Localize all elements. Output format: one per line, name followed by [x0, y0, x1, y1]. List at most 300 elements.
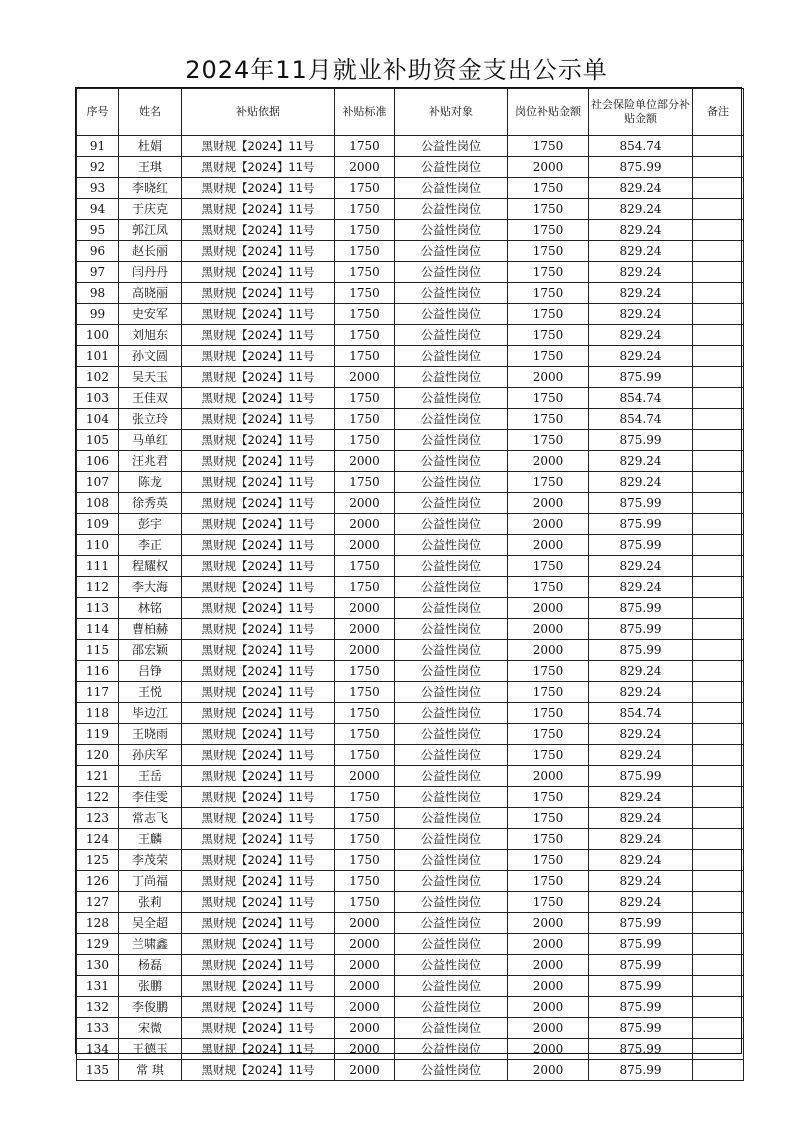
cell-basis: 黑财规【2024】11号	[182, 1060, 335, 1081]
table-row	[77, 409, 744, 430]
cell-target: 公益性岗位	[395, 850, 508, 871]
cell-post-subsidy: 1750	[508, 556, 589, 577]
cell-target: 公益性岗位	[395, 325, 508, 346]
cell-target: 公益性岗位	[395, 598, 508, 619]
cell-standard: 1750	[335, 829, 395, 850]
cell-remarks	[693, 283, 744, 304]
cell-standard: 1750	[335, 220, 395, 241]
cell-post-subsidy: 2000	[508, 955, 589, 976]
cell-insurance-subsidy: 875.99	[589, 157, 693, 178]
cell-remarks	[693, 598, 744, 619]
cell-standard: 1750	[335, 388, 395, 409]
cell-name: 程耀权	[119, 556, 182, 577]
cell-insurance-subsidy: 829.24	[589, 199, 693, 220]
cell-post-subsidy: 2000	[508, 514, 589, 535]
cell-post-subsidy: 1750	[508, 472, 589, 493]
cell-target: 公益性岗位	[395, 430, 508, 451]
cell-insurance-subsidy: 854.74	[589, 409, 693, 430]
cell-insurance-subsidy: 829.24	[589, 451, 693, 472]
cell-seq: 96	[77, 241, 119, 262]
cell-seq: 122	[77, 787, 119, 808]
cell-basis: 黑财规【2024】11号	[182, 892, 335, 913]
cell-seq: 98	[77, 283, 119, 304]
cell-standard: 1750	[335, 241, 395, 262]
cell-post-subsidy: 1750	[508, 892, 589, 913]
cell-remarks	[693, 682, 744, 703]
cell-seq: 126	[77, 871, 119, 892]
cell-basis: 黑财规【2024】11号	[182, 808, 335, 829]
cell-name: 张莉	[119, 892, 182, 913]
cell-target: 公益性岗位	[395, 472, 508, 493]
table-row	[77, 619, 744, 640]
table-row	[77, 997, 744, 1018]
cell-target: 公益性岗位	[395, 682, 508, 703]
cell-basis: 黑财规【2024】11号	[182, 325, 335, 346]
cell-post-subsidy: 1750	[508, 304, 589, 325]
cell-seq: 111	[77, 556, 119, 577]
cell-target: 公益性岗位	[395, 976, 508, 997]
cell-basis: 黑财规【2024】11号	[182, 178, 335, 199]
table-row	[77, 682, 744, 703]
cell-insurance-subsidy: 829.24	[589, 892, 693, 913]
cell-standard: 1750	[335, 472, 395, 493]
cell-insurance-subsidy: 875.99	[589, 1060, 693, 1081]
cell-post-subsidy: 2000	[508, 1060, 589, 1081]
cell-post-subsidy: 1750	[508, 136, 589, 157]
cell-seq: 135	[77, 1060, 119, 1081]
cell-target: 公益性岗位	[395, 640, 508, 661]
cell-post-subsidy: 1750	[508, 682, 589, 703]
cell-target: 公益性岗位	[395, 199, 508, 220]
cell-insurance-subsidy: 829.24	[589, 472, 693, 493]
cell-target: 公益性岗位	[395, 577, 508, 598]
cell-name: 宋微	[119, 1018, 182, 1039]
cell-remarks	[693, 934, 744, 955]
cell-insurance-subsidy: 875.99	[589, 955, 693, 976]
cell-insurance-subsidy: 829.24	[589, 178, 693, 199]
cell-name: 高晓丽	[119, 283, 182, 304]
header-target: 补贴对象	[395, 89, 508, 136]
cell-post-subsidy: 2000	[508, 934, 589, 955]
cell-seq: 131	[77, 976, 119, 997]
cell-standard: 2000	[335, 997, 395, 1018]
cell-post-subsidy: 1750	[508, 220, 589, 241]
cell-basis: 黑财规【2024】11号	[182, 136, 335, 157]
cell-standard: 2000	[335, 1039, 395, 1060]
header-insurance-subsidy: 社会保险单位部分补贴金额	[589, 89, 693, 136]
cell-remarks	[693, 703, 744, 724]
cell-name: 李晓红	[119, 178, 182, 199]
table-row	[77, 724, 744, 745]
cell-basis: 黑财规【2024】11号	[182, 640, 335, 661]
cell-basis: 黑财规【2024】11号	[182, 976, 335, 997]
cell-post-subsidy: 2000	[508, 367, 589, 388]
cell-seq: 113	[77, 598, 119, 619]
cell-target: 公益性岗位	[395, 136, 508, 157]
table-row	[77, 703, 744, 724]
cell-basis: 黑财规【2024】11号	[182, 262, 335, 283]
cell-post-subsidy: 1750	[508, 745, 589, 766]
cell-post-subsidy: 2000	[508, 997, 589, 1018]
cell-insurance-subsidy: 829.24	[589, 871, 693, 892]
cell-standard: 1750	[335, 682, 395, 703]
cell-name: 王悦	[119, 682, 182, 703]
cell-standard: 2000	[335, 934, 395, 955]
cell-insurance-subsidy: 875.99	[589, 514, 693, 535]
cell-standard: 2000	[335, 514, 395, 535]
cell-insurance-subsidy: 875.99	[589, 913, 693, 934]
cell-seq: 124	[77, 829, 119, 850]
cell-target: 公益性岗位	[395, 388, 508, 409]
cell-target: 公益性岗位	[395, 745, 508, 766]
cell-insurance-subsidy: 875.99	[589, 367, 693, 388]
cell-basis: 黑财规【2024】11号	[182, 472, 335, 493]
cell-target: 公益性岗位	[395, 997, 508, 1018]
cell-insurance-subsidy: 829.24	[589, 829, 693, 850]
cell-standard: 1750	[335, 808, 395, 829]
header-post-subsidy: 岗位补贴金额	[508, 89, 589, 136]
cell-name: 于庆克	[119, 199, 182, 220]
cell-standard: 1750	[335, 661, 395, 682]
cell-standard: 2000	[335, 976, 395, 997]
table-row	[77, 388, 744, 409]
cell-target: 公益性岗位	[395, 871, 508, 892]
cell-basis: 黑财规【2024】11号	[182, 766, 335, 787]
cell-basis: 黑财规【2024】11号	[182, 304, 335, 325]
cell-basis: 黑财规【2024】11号	[182, 934, 335, 955]
cell-seq: 127	[77, 892, 119, 913]
cell-standard: 1750	[335, 850, 395, 871]
cell-name: 王德玉	[119, 1039, 182, 1060]
cell-target: 公益性岗位	[395, 346, 508, 367]
cell-insurance-subsidy: 829.24	[589, 220, 693, 241]
cell-target: 公益性岗位	[395, 514, 508, 535]
cell-name: 张鹏	[119, 976, 182, 997]
cell-standard: 2000	[335, 493, 395, 514]
cell-remarks	[693, 1060, 744, 1081]
cell-post-subsidy: 2000	[508, 976, 589, 997]
cell-name: 马单红	[119, 430, 182, 451]
cell-post-subsidy: 2000	[508, 913, 589, 934]
cell-name: 李佳雯	[119, 787, 182, 808]
subsidy-table-container	[75, 87, 742, 1077]
table-row	[77, 766, 744, 787]
cell-seq: 107	[77, 472, 119, 493]
cell-name: 王琪	[119, 157, 182, 178]
table-row	[77, 178, 744, 199]
cell-basis: 黑财规【2024】11号	[182, 367, 335, 388]
cell-insurance-subsidy: 829.24	[589, 724, 693, 745]
cell-post-subsidy: 2000	[508, 157, 589, 178]
table-row	[77, 661, 744, 682]
cell-seq: 128	[77, 913, 119, 934]
cell-post-subsidy: 1750	[508, 661, 589, 682]
cell-name: 丁尚福	[119, 871, 182, 892]
cell-target: 公益性岗位	[395, 1018, 508, 1039]
cell-post-subsidy: 2000	[508, 1039, 589, 1060]
cell-remarks	[693, 577, 744, 598]
cell-post-subsidy: 2000	[508, 598, 589, 619]
cell-remarks	[693, 346, 744, 367]
cell-standard: 2000	[335, 535, 395, 556]
cell-standard: 2000	[335, 619, 395, 640]
cell-target: 公益性岗位	[395, 829, 508, 850]
table-row	[77, 241, 744, 262]
cell-insurance-subsidy: 875.99	[589, 976, 693, 997]
cell-name: 吕铮	[119, 661, 182, 682]
cell-post-subsidy: 1750	[508, 325, 589, 346]
cell-target: 公益性岗位	[395, 766, 508, 787]
cell-remarks	[693, 913, 744, 934]
cell-basis: 黑财规【2024】11号	[182, 829, 335, 850]
cell-insurance-subsidy: 829.24	[589, 556, 693, 577]
cell-seq: 115	[77, 640, 119, 661]
cell-seq: 93	[77, 178, 119, 199]
cell-standard: 1750	[335, 745, 395, 766]
cell-seq: 106	[77, 451, 119, 472]
cell-target: 公益性岗位	[395, 409, 508, 430]
table-row	[77, 451, 744, 472]
cell-post-subsidy: 2000	[508, 619, 589, 640]
cell-name: 郭江凤	[119, 220, 182, 241]
cell-remarks	[693, 325, 744, 346]
cell-target: 公益性岗位	[395, 619, 508, 640]
cell-basis: 黑财规【2024】11号	[182, 493, 335, 514]
cell-post-subsidy: 2000	[508, 766, 589, 787]
cell-insurance-subsidy: 875.99	[589, 619, 693, 640]
cell-insurance-subsidy: 875.99	[589, 1018, 693, 1039]
cell-insurance-subsidy: 829.24	[589, 241, 693, 262]
cell-seq: 101	[77, 346, 119, 367]
cell-post-subsidy: 1750	[508, 871, 589, 892]
cell-seq: 110	[77, 535, 119, 556]
table-header-row	[77, 89, 744, 136]
cell-standard: 1750	[335, 556, 395, 577]
cell-standard: 1750	[335, 325, 395, 346]
table-row	[77, 829, 744, 850]
cell-standard: 2000	[335, 766, 395, 787]
cell-post-subsidy: 1750	[508, 808, 589, 829]
table-row	[77, 199, 744, 220]
cell-target: 公益性岗位	[395, 178, 508, 199]
table-row	[77, 1060, 744, 1081]
cell-seq: 94	[77, 199, 119, 220]
header-standard: 补贴标准	[335, 89, 395, 136]
cell-name: 吴全超	[119, 913, 182, 934]
cell-post-subsidy: 1750	[508, 787, 589, 808]
cell-remarks	[693, 472, 744, 493]
cell-target: 公益性岗位	[395, 703, 508, 724]
cell-standard: 2000	[335, 955, 395, 976]
cell-seq: 108	[77, 493, 119, 514]
cell-name: 常志飞	[119, 808, 182, 829]
cell-remarks	[693, 745, 744, 766]
cell-insurance-subsidy: 875.99	[589, 493, 693, 514]
cell-remarks	[693, 640, 744, 661]
cell-basis: 黑财规【2024】11号	[182, 682, 335, 703]
cell-insurance-subsidy: 829.24	[589, 346, 693, 367]
cell-post-subsidy: 1750	[508, 178, 589, 199]
table-row	[77, 535, 744, 556]
cell-remarks	[693, 136, 744, 157]
cell-post-subsidy: 1750	[508, 850, 589, 871]
cell-name: 李正	[119, 535, 182, 556]
cell-name: 李茂荣	[119, 850, 182, 871]
cell-post-subsidy: 1750	[508, 262, 589, 283]
table-row	[77, 283, 744, 304]
cell-name: 彭宇	[119, 514, 182, 535]
cell-seq: 117	[77, 682, 119, 703]
cell-name: 闫丹丹	[119, 262, 182, 283]
cell-basis: 黑财规【2024】11号	[182, 241, 335, 262]
page-title: 2024年11月就业补助资金支出公示单	[185, 56, 608, 84]
cell-target: 公益性岗位	[395, 913, 508, 934]
table-row	[77, 787, 744, 808]
cell-target: 公益性岗位	[395, 955, 508, 976]
cell-name: 李俊鹏	[119, 997, 182, 1018]
table-row	[77, 955, 744, 976]
cell-post-subsidy: 2000	[508, 535, 589, 556]
table-row	[77, 871, 744, 892]
cell-insurance-subsidy: 829.24	[589, 850, 693, 871]
cell-remarks	[693, 430, 744, 451]
cell-post-subsidy: 2000	[508, 1018, 589, 1039]
cell-standard: 1750	[335, 409, 395, 430]
cell-name: 史安军	[119, 304, 182, 325]
table-row	[77, 262, 744, 283]
cell-seq: 105	[77, 430, 119, 451]
cell-insurance-subsidy: 854.74	[589, 136, 693, 157]
cell-target: 公益性岗位	[395, 661, 508, 682]
cell-name: 陈龙	[119, 472, 182, 493]
cell-post-subsidy: 1750	[508, 346, 589, 367]
cell-insurance-subsidy: 829.24	[589, 262, 693, 283]
cell-standard: 1750	[335, 871, 395, 892]
cell-remarks	[693, 157, 744, 178]
cell-insurance-subsidy: 854.74	[589, 388, 693, 409]
cell-remarks	[693, 997, 744, 1018]
cell-basis: 黑财规【2024】11号	[182, 598, 335, 619]
cell-seq: 118	[77, 703, 119, 724]
header-seq: 序号	[77, 89, 119, 136]
cell-post-subsidy: 1750	[508, 199, 589, 220]
cell-insurance-subsidy: 875.99	[589, 934, 693, 955]
cell-target: 公益性岗位	[395, 157, 508, 178]
cell-basis: 黑财规【2024】11号	[182, 388, 335, 409]
table-row	[77, 577, 744, 598]
cell-insurance-subsidy: 829.24	[589, 808, 693, 829]
cell-basis: 黑财规【2024】11号	[182, 745, 335, 766]
cell-name: 王麟	[119, 829, 182, 850]
cell-seq: 129	[77, 934, 119, 955]
cell-basis: 黑财规【2024】11号	[182, 850, 335, 871]
cell-remarks	[693, 304, 744, 325]
cell-name: 曹柏赫	[119, 619, 182, 640]
cell-insurance-subsidy: 829.24	[589, 682, 693, 703]
cell-basis: 黑财规【2024】11号	[182, 535, 335, 556]
cell-insurance-subsidy: 829.24	[589, 787, 693, 808]
cell-seq: 130	[77, 955, 119, 976]
cell-post-subsidy: 1750	[508, 388, 589, 409]
cell-remarks	[693, 871, 744, 892]
cell-target: 公益性岗位	[395, 262, 508, 283]
cell-remarks	[693, 1039, 744, 1060]
cell-name: 兰啸鑫	[119, 934, 182, 955]
cell-remarks	[693, 199, 744, 220]
cell-basis: 黑财规【2024】11号	[182, 514, 335, 535]
cell-insurance-subsidy: 829.24	[589, 304, 693, 325]
cell-seq: 134	[77, 1039, 119, 1060]
cell-remarks	[693, 367, 744, 388]
table-row	[77, 850, 744, 871]
cell-post-subsidy: 2000	[508, 451, 589, 472]
cell-post-subsidy: 1750	[508, 703, 589, 724]
cell-standard: 2000	[335, 598, 395, 619]
cell-target: 公益性岗位	[395, 724, 508, 745]
cell-basis: 黑财规【2024】11号	[182, 913, 335, 934]
cell-basis: 黑财规【2024】11号	[182, 997, 335, 1018]
cell-post-subsidy: 1750	[508, 724, 589, 745]
cell-post-subsidy: 1750	[508, 430, 589, 451]
cell-standard: 1750	[335, 136, 395, 157]
table-row	[77, 892, 744, 913]
cell-target: 公益性岗位	[395, 808, 508, 829]
cell-remarks	[693, 556, 744, 577]
cell-basis: 黑财规【2024】11号	[182, 556, 335, 577]
cell-remarks	[693, 808, 744, 829]
cell-basis: 黑财规【2024】11号	[182, 703, 335, 724]
table-row	[77, 136, 744, 157]
cell-seq: 100	[77, 325, 119, 346]
cell-basis: 黑财规【2024】11号	[182, 1039, 335, 1060]
cell-standard: 2000	[335, 157, 395, 178]
cell-remarks	[693, 178, 744, 199]
cell-standard: 1750	[335, 199, 395, 220]
cell-target: 公益性岗位	[395, 556, 508, 577]
cell-name: 毕边江	[119, 703, 182, 724]
cell-remarks	[693, 787, 744, 808]
cell-remarks	[693, 724, 744, 745]
cell-insurance-subsidy: 829.24	[589, 577, 693, 598]
cell-target: 公益性岗位	[395, 934, 508, 955]
cell-remarks	[693, 493, 744, 514]
table-row	[77, 913, 744, 934]
table-row	[77, 157, 744, 178]
cell-basis: 黑财规【2024】11号	[182, 451, 335, 472]
cell-standard: 2000	[335, 913, 395, 934]
cell-standard: 1750	[335, 892, 395, 913]
header-basis: 补贴依据	[182, 89, 335, 136]
table-row	[77, 304, 744, 325]
cell-name: 邵宏颖	[119, 640, 182, 661]
cell-post-subsidy: 1750	[508, 409, 589, 430]
cell-remarks	[693, 976, 744, 997]
cell-remarks	[693, 451, 744, 472]
cell-name: 王岳	[119, 766, 182, 787]
cell-seq: 112	[77, 577, 119, 598]
cell-remarks	[693, 1018, 744, 1039]
cell-name: 汪兆君	[119, 451, 182, 472]
cell-name: 孙文圆	[119, 346, 182, 367]
cell-basis: 黑财规【2024】11号	[182, 283, 335, 304]
cell-remarks	[693, 241, 744, 262]
cell-basis: 黑财规【2024】11号	[182, 346, 335, 367]
cell-seq: 133	[77, 1018, 119, 1039]
cell-seq: 104	[77, 409, 119, 430]
cell-insurance-subsidy: 854.74	[589, 703, 693, 724]
cell-seq: 125	[77, 850, 119, 871]
cell-name: 吴天玉	[119, 367, 182, 388]
